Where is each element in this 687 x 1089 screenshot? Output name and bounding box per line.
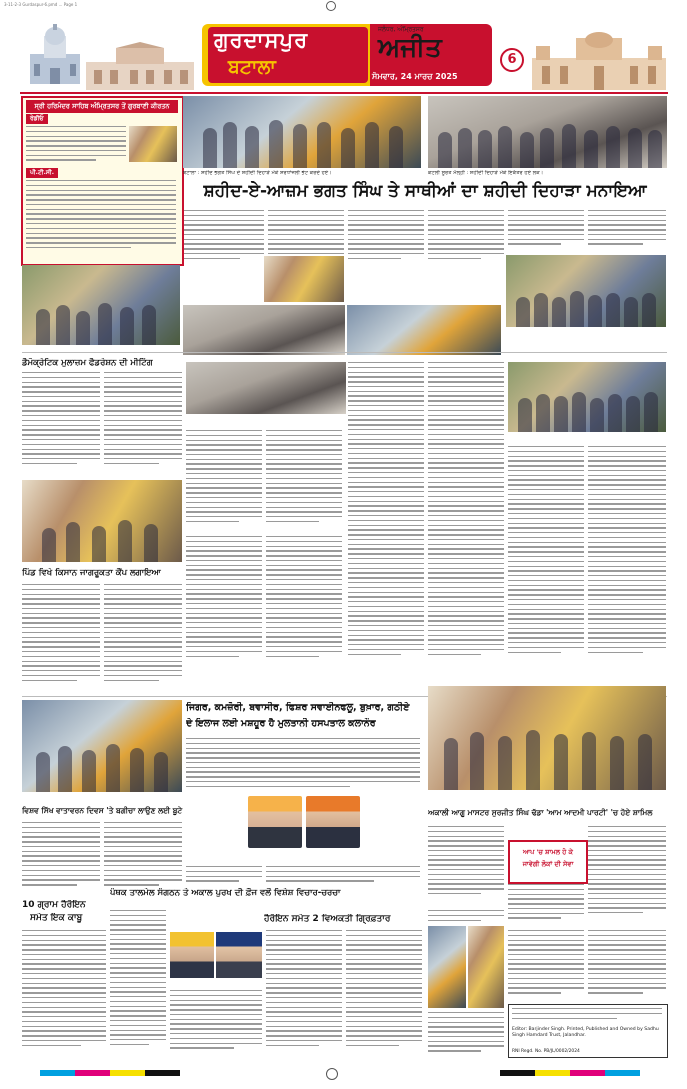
candidate-photo-1 [428,926,466,1008]
aap-ad-box [508,840,588,884]
panth-body [110,910,166,1060]
doctor-portrait-1 [248,796,302,848]
environment-day-photo [22,700,182,792]
main-article-col-6 [588,210,666,250]
middle-article-col-2 [266,430,342,526]
right-article-col-2 [588,446,666,672]
center-article-col-1 [348,362,424,672]
ptc-tag: ਪੀ.ਟੀ.ਸੀ. [26,168,58,178]
masthead [26,14,666,94]
doctor-portrait-2 [306,796,360,848]
tribute-photo-1 [183,305,345,355]
imprint-box [508,1004,668,1058]
color-bar-right [500,1070,640,1076]
hospital-article [186,738,420,798]
heroin-article [22,930,106,1060]
party-headline: ਅਕਾਲੀ ਆਗੂ ਮਾਸਟਰ ਸੁਰਜੀਤ ਸਿੰਘ ਢੱਡਾ 'ਆਮ ਆਦਮੀ ਪਾਰਟੀ' 'ਚ ਹੋਏ ਸ਼ਾਮਿਲ [428,808,653,817]
kirtan-schedule-box [21,96,184,266]
main-article-col-3 [348,210,424,266]
farmers-gathering-photo [506,255,666,327]
panth-article [186,866,262,886]
party-article-col-4 [428,910,504,924]
print-slug: 3-11-2-3 Gurdaspur-6.pmd ... Page 1 [4,2,78,7]
candidate-photo-2 [468,926,504,1008]
party-article-col-2 [508,884,584,924]
camp-article-col-1 [22,584,100,692]
party-joining-photo [428,686,666,790]
date-line: ਸੋਮਵਾਰ, 24 ਮਾਰਚ 2025 [372,72,458,81]
memorial-photo [264,256,344,302]
main-article-col-5 [508,210,584,250]
rni-number: RNI Regd. No. PB/JL/0002/2024 [512,1049,580,1054]
registration-mark-bottom-icon [326,1068,338,1080]
party-article-col-5 [428,1012,504,1056]
center-article-col-2 [428,362,504,672]
panth-article-2 [266,866,420,886]
nameplate [202,24,492,86]
party-article-col-7 [588,930,666,998]
arrest-article-col-1 [266,930,342,1060]
masthead-divider [20,92,668,94]
radio-tag: ਰੇਡੀਓ [26,114,48,124]
top-center-photo [183,96,421,168]
federation-meeting-photo [22,265,180,345]
farmer-camp-photo [22,480,182,562]
environment-article-col-1 [22,822,100,896]
main-article-col-1 [184,210,264,266]
meeting-article-col-2 [104,372,182,472]
arrest-headline: ਹੈਰੋਇਨ ਸਮੇਤ 2 ਵਿਅਕਤੀ ਗ੍ਰਿਫ਼ਤਾਰ [264,914,391,924]
farmers-caption [506,329,666,343]
environment-headline: ਵਿਸ਼ਵ ਸਿੱਖ ਵਾਤਾਵਰਨ ਦਿਵਸ 'ਤੇ ਬਗੀਚਾ ਲਾਉਣ ਲਈ ਬੂਟੇ [22,806,183,815]
gurdwara-photo [129,126,177,162]
top-right-photo [428,96,667,168]
aap-ad-line-2: ਜਾਵੇਗੀ ਲੋਕਾਂ ਦੀ ਸੇਵਾ [522,860,574,868]
top-right-caption: ਕੋਟਲੀ ਸੂਰਤ ਮੱਲ੍ਹੀ : ਸ਼ਹੀਦੀ ਦਿਹਾੜੇ ਮੌਕੇ ਇਕੱਤਰ ਹੋਏ ਲੋਕ। [428,170,544,176]
panth-headline: ਪੰਥਕ ਤਾਲਮੇਲ ਸੰਗਠਨ ਤੇ ਅਕਾਲ ਪੁਰਖ ਦੀ ਫ਼ੌਜ ਵਲੋਂ ਵਿਸ਼ੇਸ਼ ਵਿਚਾਰ-ਚਰਚਾ [110,888,341,898]
fort-illustration [532,32,666,90]
main-headline: ਸ਼ਹੀਦ-ਏ-ਆਜ਼ਮ ਭਗਤ ਸਿੰਘ ਤੇ ਸਾਥੀਆਂ ਦਾ ਸ਼ਹੀਦੀ ਦਿਹਾੜਾ ਮਨਾਇਆ [203,181,647,201]
hospital-caption [186,852,422,864]
middle-lower-col-1 [186,536,262,672]
kirtan-box-title: ਸ੍ਰੀ ਹਰਿਮੰਦਰ ਸਾਹਿਬ ਅੰਮ੍ਰਿਤਸਰ ਤੋਂ ਗੁਰਬਾਣੀ ਕੀਰਤਨ [26,100,178,113]
place-line: ਜਲੰਧਰ, ਅੰਮ੍ਰਿਤਸਰ [378,26,424,33]
middle-lower-col-2 [266,536,342,672]
heroin-headline-1: 10 ਗ੍ਰਾਮ ਹੈਰੋਇਨ [22,900,86,910]
heroin-headline-2: ਸਮੇਤ ਇਕ ਕਾਬੂ [30,913,83,923]
paper-name: ਅਜੀਤ [378,33,442,63]
arrest-article-col-2 [346,930,422,1060]
aap-ad-line-1: ਆਪ 'ਚ ਸ਼ਾਮਲ ਹੋ ਕੇ [523,848,573,856]
meeting-headline: ਡੈਮੋਕ੍ਰੇਟਿਕ ਮੁਲਾਜ਼ਮ ਫੈਡਰੇਸ਼ਨ ਦੀ ਮੀਟਿੰਗ [22,358,153,368]
golden-temple-illustration [26,24,84,88]
page-number-badge: 6 [500,48,524,72]
hospital-headline-2: ਦੇ ਇਲਾਜ ਲਈ ਮਸ਼ਹੂਰ ਹੈ ਮੁਲਤਾਨੀ ਹਸਪਤਾਲ ਕਲਾਨੌਰ [186,718,376,729]
hospital-headline-1: ਜਿਗਰ, ਕਮਜ਼ੋਰੀ, ਬਵਾਸੀਰ, ਫਿਸ਼ਰ ਸਵਾਈਨਫਲੂ, ਬੁਖ਼ਾਰ, ਗਠੀਏ [186,702,410,713]
city-name: ਗੁਰਦਾਸਪੁਰ [214,28,309,52]
officials-meeting-photo [186,362,346,414]
tribute-photo-2 [347,305,501,355]
panth-body-2 [170,990,262,1060]
camp-article-col-2 [104,584,182,692]
camp-headline: ਪਿੰਡ ਵਿਖੇ ਕਿਸਾਨ ਜਾਗਰੂਕਤਾ ਕੈਂਪ ਲਗਾਇਆ [22,568,161,578]
party-joining-caption [428,792,666,804]
heritage-building-illustration [86,42,194,90]
main-article-col-4 [428,210,504,266]
meeting-article-col-1 [22,372,100,472]
party-article-col-3 [588,826,666,924]
registration-mark-icon [326,1,336,11]
protest-photo [508,362,666,432]
middle-article-col-1 [186,430,262,526]
environment-article-col-2 [104,822,182,896]
color-bar [40,1070,180,1076]
party-article-col-1 [428,826,504,906]
leader-portrait-2 [216,932,262,978]
leader-portrait-1 [170,932,214,978]
party-article-col-6 [508,930,584,998]
top-center-caption: ਬਟਾਲਾ : ਸ਼ਹੀਦ ਭਗਤ ਸਿੰਘ ਦੇ ਸ਼ਹੀਦੀ ਦਿਹਾੜੇ ਮੌਕੇ ਸ਼ਰਧਾਂਜਲੀ ਭੇਟ ਕਰਦੇ ਹੋਏ। [183,170,332,176]
imprint-text: Editor: Barjinder Singh. Printed, Published and Owned by Sadhu Singh Hamdard Trust, Jalandhar. [512,1027,659,1038]
right-article-col-1 [508,446,584,672]
sub-city-name: ਬਟਾਲਾ [228,56,276,78]
